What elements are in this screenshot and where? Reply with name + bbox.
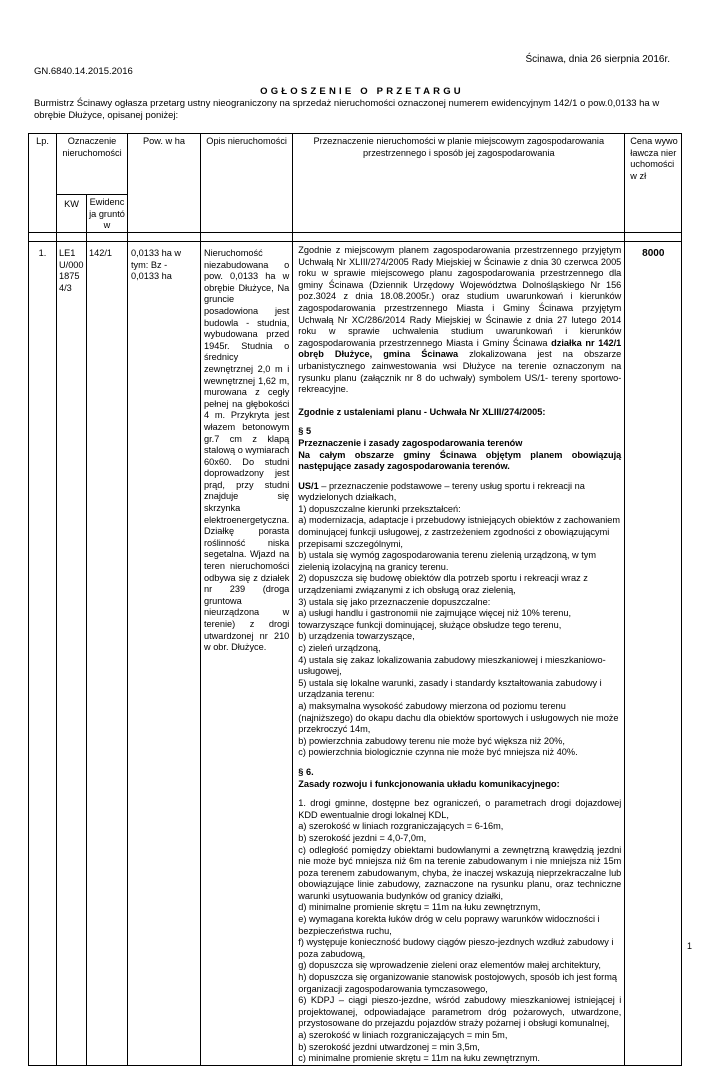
roads-g: g) dopuszcza się wprowadzenie zieleni oraz elementów małej architektury,: [298, 960, 601, 971]
row-cena: 8000: [625, 242, 682, 1066]
roads-6a: a) szerokość w liniach rozgraniczających = min 5m,: [298, 1030, 508, 1040]
us-line-13: b) powierzchnia zabudowy terenu nie może być większa niż 20%,: [298, 735, 565, 746]
row-przeznaczenie: [293, 242, 625, 1066]
page-number: 1: [686, 941, 692, 951]
roads-f: f) występuje konieczność budowy ciągów pieszo-jezdnych wzdłuż zabudowy i poza zabudową,: [298, 937, 614, 959]
header-opis: Opis nieruchomości: [201, 134, 293, 233]
us-line-10: 4) ustala się zakaz lokalizowania zabudowy mieszkaniowej i mieszkaniowo-usługowej,: [298, 654, 606, 677]
header-ewidencja: Ewidencja gruntów: [87, 195, 128, 233]
us-line-3: a) modernizacja, adaptacje i przebudowy istniejących obiektów z zachowaniem dominującej funkcji usługowej, z zastrzeżeniem zgodności z obowiązującymi przepisami szczególnymi,: [298, 515, 621, 549]
section-5-subtitle: Na całym obszarze gminy Ścinawa objętym planem obowiązują następujące zasady zagospodarowania terenów.: [298, 449, 622, 472]
row-kw: LE1U/00018754/3: [57, 242, 87, 1066]
plan-heading: Zgodnie z ustaleniami planu - Uchwała Nr XLIII/274/2005:: [298, 406, 546, 417]
section-6-title: Zasady rozwoju i funkcjonowania układu komunikacyjnego:: [298, 778, 560, 789]
section-5-title: Przeznaczenie i zasady zagospodarowania terenów: [298, 437, 523, 448]
roads-a: a) szerokość w liniach rozgraniczających = 6-16m,: [298, 821, 504, 832]
section-5-number: § 5: [298, 426, 312, 437]
roads-6b: b) szerokość jezdni utwardzonej = min 3,5m,: [298, 1041, 480, 1052]
header-lp: Lp.: [29, 134, 57, 233]
roads-e: e) wymagana korekta łuków dróg w celu poprawy warunków widoczności i bezpieczeństwa ruchu,: [298, 914, 600, 936]
header-cena: Cena wywoławcza nieruchomości w zł: [625, 134, 682, 233]
place-date: Ścinawa, dnia 26 sierpnia 2016r.: [525, 54, 670, 65]
roads-c: c) odległość pomiędzy obiektami budowlanymi a zewnętrzną krawędzią jezdni nie może być mniejsza niż 6m na terenie zabudowanym i nie mniejsza niż 15m poza terenem zabudowanym, chyba, że inaczej wskazują nieprzekraczalne lub obowiązujące linie zabudowy, zaznaczone na rysunku planu, oraz techniczne warunki usytuowania budynków od granicy działki,: [298, 844, 622, 901]
tender-table: [28, 133, 682, 1066]
roads-d: d) minimalne promienie skrętu = 11m na łuku zewnętrznym,: [298, 902, 541, 913]
us-line-12: a) maksymalna wysokość zabudowy mierzona od poziomu terenu (najniższego) do okapu dachu dla obiektów sportowych i usługowych nie może przekroczyć 14m,: [298, 700, 619, 735]
roads-h: h) dopuszcza się organizowanie stanowisk postojowych, sposób ich jest formą organizacji zagospodarowania tymczasowego,: [298, 972, 617, 994]
purpose-location: zlokalizowana jest na obszarze urbanistycznego zainwestowania wsi Dłużyce na terenie oznaczonym na rysunku planu (załącznik nr 8 do uchwały) symbolem US/1- tereny sportowo-rekreacyjne.: [298, 349, 622, 395]
roads-6c: c) minimalne promienie skrętu = 11m na łuku zewnętrznym.: [298, 1053, 540, 1064]
header-kw: KW: [57, 195, 87, 233]
roads-1: 1. drogi gminne, dostępne bez ograniczeń, o parametrach drogi dojazdowej KDD ewentualnie drogi lokalnej KDL,: [298, 798, 622, 820]
us-label: US/1: [298, 480, 319, 491]
us-line-1: – przeznaczenie podstawowe – tereny usług sportu i rekreacji na wydzielonych działkach,: [298, 480, 585, 503]
us-line-7: a) usługi handlu i gastronomii nie zajmujące więcej niż 10% terenu, towarzyszące funkcji dominującej, służące obsłudze tego terenu,: [298, 608, 572, 630]
us-line-8: b) urządzenia towarzyszące,: [298, 631, 415, 642]
purpose-parcel: działka nr 142/1 obręb Dłużyce, gmina Ścinawa: [298, 337, 622, 360]
row-lp: 1.: [29, 242, 57, 1066]
header-oznaczenie: Oznaczenie nieruchomości: [57, 134, 128, 195]
us-line-14: c) powierzchnia biologicznie czynna nie może być mniejsza niż 40%.: [298, 747, 578, 758]
roads-6: 6) KDPJ – ciągi pieszo-jezdne, wśród zabudowy mieszkaniowej istniejącej i projektowanej, odpowiadające parametrom dróg pożarowych, utwardzone, przystosowane do przejazdu pojazdów straży pożarnej i obsługi komunalnej,: [298, 995, 622, 1029]
section-6-number: § 6.: [298, 766, 314, 777]
intro-paragraph: Burmistrz Ścinawy ogłasza przetarg ustny nieograniczony na sprzedaż nieruchomości oznaczonej numerem ewidencyjnym 142/1 o pow.0,0133 ha w obrębie Dłużyce, opisanej poniżej:: [34, 98, 660, 121]
us-line-4: b) ustala się wymóg zagospodarowania terenu zielenią urządzoną, w tym zielenią izolacyjną na granicy terenu.: [298, 550, 597, 572]
purpose-intro: Zgodnie z miejscowym planem zagospodarowania przestrzennego przyjętym Uchwałą Nr XLIII/274/2005 Rady Miejskiej w Ścinawie z dnia 30 czerwca 2005 roku w sprawie miejscowego planu zagospodarowania przestrzennego dla gminy Ścinawa (Dziennik Urzędowy Województwa Dolnośląskiego Nr 156 poz.3024 z dnia 18.08.2005r.) oraz studium uwarunkowań i kierunków zagospodarowania przestrzennego Miasta i Gminy Ścinawa przyjętym Uchwałą Nr XC/286/2014 Rady Miejskiej w Ścinawie z dnia 27 lutego 2014 roku w sprawie uchwalenia studium uwarunkowań i kierunków zagospodarowania przestrzennego Miasta i Gminy Ścinawa: [298, 245, 622, 348]
row-ewidencja: 142/1: [87, 242, 128, 1066]
header-przeznaczenie: Przeznaczenie nieruchomości w planie miejscowym zagospodarowania przestrzennego i sposób jej zagospodarowania: [293, 134, 625, 233]
us-line-2: 1) dopuszczalne kierunki przekształceń:: [298, 503, 461, 514]
us-line-6: 3) ustala się jako przeznaczenie dopuszczalne:: [298, 596, 491, 607]
document-title: OGŁOSZENIE O PRZETARGU: [260, 86, 464, 97]
us-line-9: c) zieleń urządzoną,: [298, 643, 381, 653]
row-opis: Nieruchomość niezabudowana o pow. 0,0133 ha w obrębie Dłużyce, Na gruncie posadowiona jest budowla - studnia, wybudowana przed 1945r. Studnia o średnicy zewnętrznej 2,0 m i wewnętrznej 1,62 m, murowana z cegły pełnej na głębokości 4 m. Przykryta jest włazem betonowym gr.7 cm z klapą stalową o wymiarach 60x60. Do studni doprowadzony jest prąd, przy studni znajduje się skrzynka elektroenergetyczna. Działkę porasta roślinność niska segetalna. Wjazd na teren nieruchomości odbywa się z działek nr 239 (droga gruntowa nieurządzona w terenie) z drogi utwardzonej nr 210 w obr. Dłużyce.: [201, 242, 293, 1066]
header-pow: Pow. w ha: [128, 134, 201, 233]
reference-number: GN.6840.14.2015.2016: [34, 66, 133, 77]
us-line-11: 5) ustala się lokalne warunki, zasady i standardy kształtowania zabudowy i urządzania terenu:: [298, 677, 602, 700]
us-line-5: 2) dopuszcza się budowę obiektów dla potrzeb sportu i rekreacji wraz z urządzeniami związanymi z ich obsługą oraz zielenią,: [298, 573, 588, 596]
roads-b: b) szerokość jezdni = 4,0-7,0m,: [298, 832, 427, 843]
row-pow: 0,0133 ha w tym: Bz - 0,0133 ha: [128, 242, 201, 1066]
